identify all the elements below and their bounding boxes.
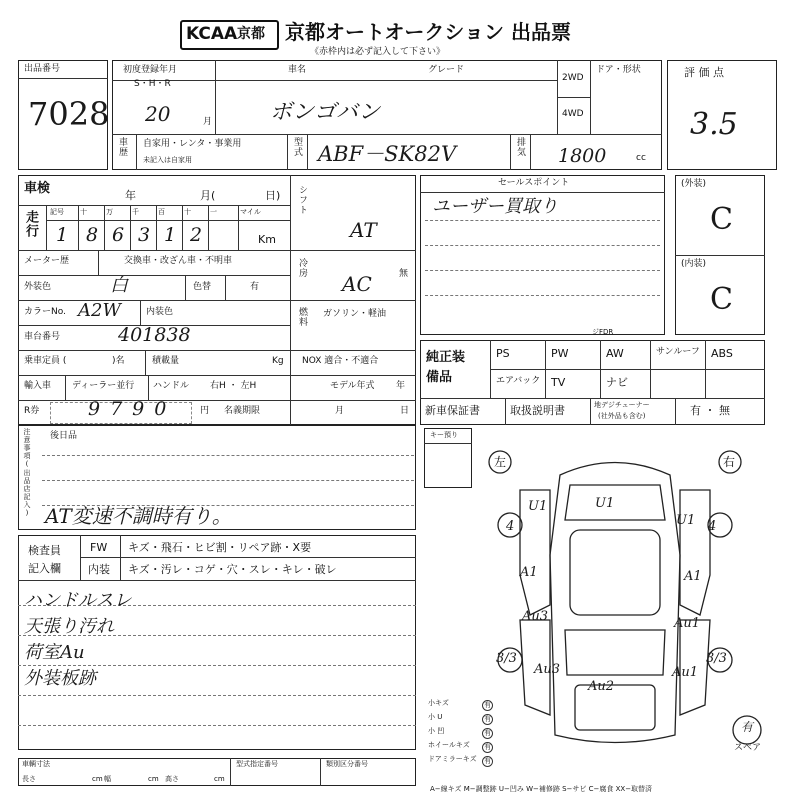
km-unit: Km	[258, 233, 276, 246]
digit-header: 十	[184, 208, 191, 216]
int-grade-label: (内装)	[681, 259, 707, 269]
color-change-label: 色替	[193, 282, 212, 292]
digit-header: 百	[158, 208, 165, 216]
damage-mark: A1	[520, 565, 538, 580]
mileage-digit: 8	[86, 224, 99, 246]
digit-header: 一	[210, 208, 217, 216]
legend-mark: 有	[484, 701, 491, 709]
insurance-month: 月	[335, 406, 345, 416]
fw-label: FW	[90, 541, 108, 554]
dealer-label: ディーラー並行	[72, 381, 135, 391]
manual-label: 取扱説明書	[510, 404, 565, 417]
width-label: 幅	[104, 775, 111, 783]
spec-number-label: 型式指定番号	[236, 760, 278, 768]
equipment-item: PS	[496, 347, 510, 360]
tuner-label: 地デジチューナー	[594, 401, 650, 409]
damage-mark: U1	[676, 513, 696, 528]
meter-label: メーター歴	[24, 256, 70, 266]
nox-label: NOX 適合・不適合	[302, 356, 379, 366]
yen-unit: 円	[200, 406, 210, 416]
equipment-label: 純正装備品	[426, 350, 466, 385]
recycle-label: R券	[24, 406, 40, 416]
shift-label: シフト	[297, 185, 307, 215]
fw-options: キズ・飛石・ヒビ割・リペア跡・X要	[128, 541, 312, 554]
insurance-label: 名義期限	[224, 406, 261, 416]
spare-label: スペア	[734, 743, 762, 753]
inspector-label: 検査員記入欄	[28, 544, 61, 575]
damage-mark: Au3	[534, 662, 561, 677]
score-label: 評 価 点	[684, 66, 724, 79]
spare-mark: 有	[741, 720, 754, 734]
page-subtitle: 《赤枠内は必ず記入して下さい》	[310, 47, 446, 57]
notes-text: AT変速不調時有り。	[45, 504, 232, 528]
meter-options: 交換車・改ざん車・不明車	[124, 256, 233, 266]
sales-text: ユーザー買取り	[432, 196, 558, 217]
height-unit: cm	[214, 775, 225, 783]
legend-label: 小 凹	[428, 727, 445, 735]
ac-none: 無	[399, 269, 409, 279]
page-title: 京都オートオークション 出品票	[285, 20, 571, 44]
damage-mark: 4	[708, 519, 717, 534]
model-label: 型式	[292, 137, 302, 157]
width-unit: cm	[148, 775, 159, 783]
load-label: 積載量	[152, 356, 180, 366]
inspector-line-4: 外装板跡	[24, 668, 96, 689]
legend-mark: 有	[484, 757, 491, 765]
legend-label: 小キズ	[428, 699, 449, 707]
length-label: 長さ	[22, 775, 36, 783]
lot-number: 7028	[28, 95, 110, 133]
damage-mark: Au1	[674, 616, 701, 631]
ac-label: 冷房	[297, 258, 307, 278]
auction-logo	[180, 20, 279, 50]
legend-mark: 有	[484, 729, 491, 737]
shaken-year: 年	[125, 189, 136, 202]
ext-color-label: 外装色	[24, 282, 52, 292]
legend-label: ホイールキズ	[428, 741, 470, 749]
int-insp-options: キズ・汚レ・コゲ・穴・スレ・キレ・破レ	[128, 563, 337, 576]
digit-header: 十	[80, 208, 87, 216]
int-grade: C	[710, 282, 733, 317]
handle-options: 右H ・ 左H	[210, 381, 257, 391]
shaken-label: 車検	[24, 181, 51, 196]
first-reg-year: 20	[145, 102, 171, 126]
model-value: ABF－SK82V	[318, 142, 457, 166]
damage-mark: Au3	[522, 609, 549, 624]
drive-2wd: 2WD	[562, 73, 584, 83]
damage-mark: Au2	[588, 679, 615, 694]
notes-label: 注意事項(出品店記入)	[23, 428, 31, 518]
ext-grade-label: (外装)	[681, 179, 707, 189]
digit-header: マイル	[240, 208, 261, 216]
logo-text: KCAA	[186, 24, 238, 44]
color-no: A2W	[78, 300, 121, 321]
car-diagram	[475, 445, 765, 785]
digit-header: 万	[106, 208, 113, 216]
mileage-digit: 1	[56, 224, 69, 246]
legend-label: ドアミラーキズ	[428, 755, 477, 763]
damage-mark: 3/3	[706, 651, 727, 666]
mileage-label: 走行	[23, 210, 38, 238]
damage-mark: 4	[506, 519, 515, 534]
key-label: キー預り	[430, 431, 458, 439]
tuner-note: (社外品も含む)	[598, 412, 646, 420]
load-unit: Kg	[272, 356, 284, 366]
damage-codes: A−線キズ M−調整跡 U−凹み W−補修跡 S−サビ C−腐食 XX−取替済	[430, 785, 653, 793]
warranty-label: 新車保証書	[425, 404, 480, 417]
shift-value: AT	[350, 218, 377, 242]
equipment-item: PW	[551, 347, 569, 360]
shaken-month: 月(	[200, 189, 216, 202]
inspector-line-2: 天張り汚れ	[24, 616, 114, 637]
score-value: 3.5	[690, 107, 738, 142]
inspector-line-3: 荷室Au	[24, 642, 85, 663]
equipment-note: ジFDR	[592, 328, 614, 336]
tuner-options: 有 ・ 無	[690, 404, 730, 417]
digit-header: 記号	[50, 208, 64, 216]
history-label: 車歴	[117, 137, 127, 157]
displacement-label: 排気	[515, 137, 525, 157]
class-number-label: 類別区分番号	[326, 760, 368, 768]
equipment-item: AW	[606, 347, 624, 360]
diagram-left: 左	[494, 455, 507, 469]
mileage-digit: 3	[138, 224, 151, 246]
mileage-digit: 2	[190, 224, 203, 246]
drive-4wd: 4WD	[562, 109, 584, 119]
color-no-label: カラーNo.	[24, 307, 66, 317]
lot-label: 出品番号	[24, 64, 61, 74]
notes-later: 後日品	[50, 431, 78, 441]
mileage-digit: 6	[112, 224, 125, 246]
chassis-label: 車台番号	[24, 332, 61, 342]
capacity-label: 乗車定員 (	[24, 356, 67, 366]
height-label: 高さ	[165, 775, 179, 783]
logo-city: 京都	[237, 26, 265, 42]
dims-label: 車輌寸法	[22, 760, 50, 768]
handle-label: ハンドル	[153, 381, 190, 391]
car-name-label: 車名	[288, 65, 307, 75]
legend-mark: 有	[484, 715, 491, 723]
cc-unit: cc	[636, 153, 646, 163]
history-note: 未記入は自家用	[143, 156, 192, 164]
equipment-item: エアバック	[496, 376, 541, 386]
recycle-amount: 9790	[88, 398, 177, 420]
ext-color: 白	[110, 275, 128, 296]
damage-mark: U1	[528, 499, 548, 514]
damage-mark: Au1	[672, 665, 699, 680]
damage-mark: 3/3	[496, 651, 517, 666]
month-unit: 月	[203, 117, 213, 127]
era-label: S・H・R	[134, 79, 171, 89]
first-reg-label: 初度登録年月	[123, 65, 178, 75]
history-options: 自家用・レンタ・事業用	[143, 139, 242, 149]
shaken-day: 日)	[265, 189, 281, 202]
insurance-day: 日	[400, 406, 410, 416]
door-label: ドア・形状	[596, 65, 641, 75]
sales-label: セールスポイント	[498, 178, 570, 188]
equipment-item: サンルーフ	[656, 347, 700, 357]
int-color-label: 内装色	[146, 307, 174, 317]
color-change: 有	[250, 282, 260, 292]
chassis-number: 401838	[118, 324, 191, 346]
digit-header: 千	[132, 208, 139, 216]
ext-grade: C	[710, 202, 733, 237]
legend-mark: 有	[484, 743, 491, 751]
import-label: 輸入車	[24, 381, 52, 391]
model-year-label: モデル年式	[330, 381, 375, 391]
mileage-digit: 1	[164, 224, 177, 246]
equipment-item: ABS	[711, 347, 733, 360]
fuel-options: ガソリン・軽油	[323, 309, 387, 319]
inspector-line-1: ハンドルスレ	[24, 590, 132, 611]
diagram-right: 右	[723, 455, 736, 469]
int-insp-label: 内装	[88, 563, 110, 576]
legend-label: 小 U	[428, 713, 443, 721]
equipment-item: TV	[551, 376, 566, 389]
grade-label: グレード	[428, 65, 465, 75]
damage-mark: U1	[595, 496, 615, 511]
displacement-value: 1800	[558, 145, 607, 167]
capacity-unit: )名	[112, 356, 125, 366]
fuel-label: 燃料	[297, 307, 307, 327]
car-name: ボンゴバン	[270, 100, 381, 125]
damage-mark: A1	[684, 569, 702, 584]
length-unit: cm	[92, 775, 103, 783]
model-year-unit: 年	[396, 381, 406, 391]
equipment-item: ナビ	[606, 376, 628, 389]
ac-value: AC	[342, 272, 372, 296]
